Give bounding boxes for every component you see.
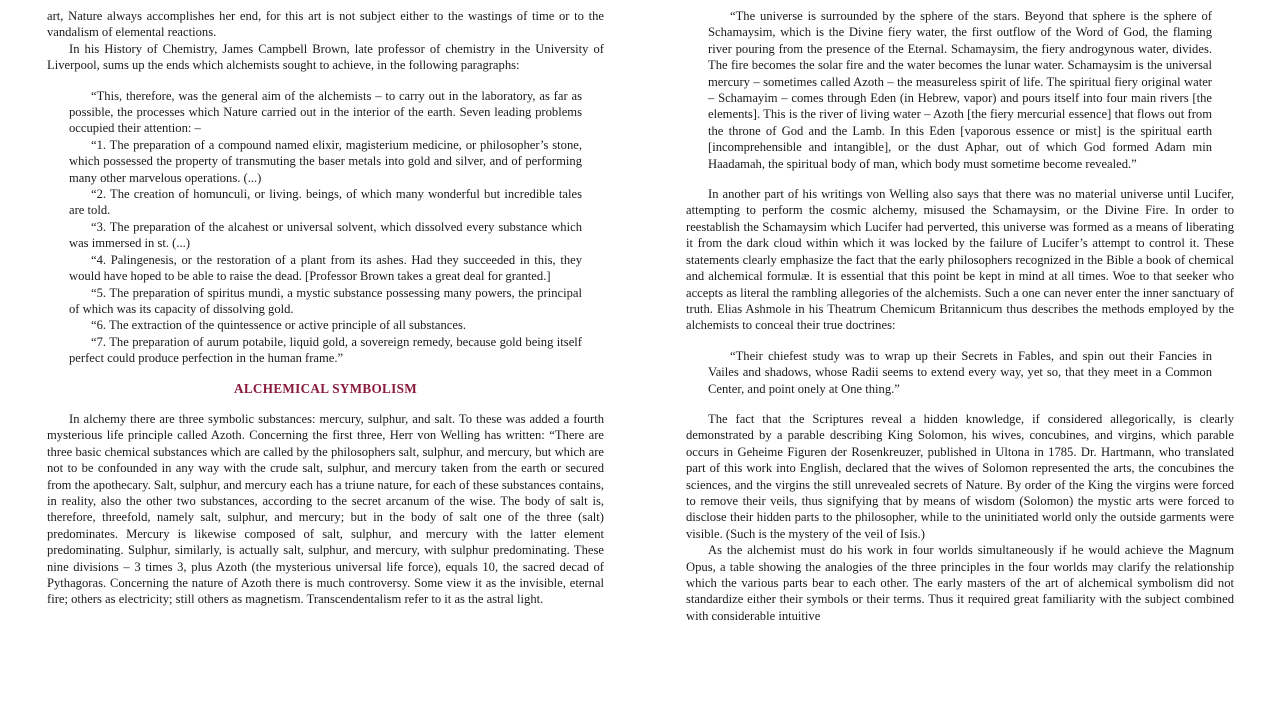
paragraph: In another part of his writings von Welling also says that there was no material universe until Lucifer, attempting to perform the cosmic alchemy, misused the Schamaysim, or the Divine Fire. In order to reestablish the Schamaysim which Lucifer had perverted, this universe was formed as a means of liberating it from the dark cloud within which it was locked by the failure of Lucifer’s attempt to control it. These statements clearly emphasize the fact that the early philosophers recognized in the Bible a book of chemical and alchemical formulæ. It is essential that this point be kept in mind at all times. Woe to that seeker who accepts as literal the rambling allegories of the alchemists. Such a one can never enter the inner sanctuary of truth. Elias Ashmole in his Theatrum Chemicum Britannicum thus describes the methods employed by the alchemists to conceal their true doctrines: <box>686 187 1234 333</box>
quote-item: “4. Palingenesis, or the restoration of a plant from its ashes. Had they succeeded in this, they would have hoped to be able to raise the dead. [Professor Brown takes a great deal for granted.] <box>69 252 582 284</box>
block-quote <box>708 348 1212 397</box>
block-quote <box>708 8 1212 172</box>
quote-item: “5. The preparation of spiritus mundi, a mystic substance possessing many powers, the principal of which was its capacity of dissolving gold. <box>69 285 582 316</box>
quote-item: “2. The creation of homunculi, or living. beings, of which many wonderful but incredible tales are told. <box>69 187 582 218</box>
paragraph: In his History of Chemistry, James Campbell Brown, late professor of chemistry in the University of Liverpool, sums up the ends which alchemists sought to achieve, in the following paragraphs: <box>47 41 604 73</box>
right-page <box>686 8 1234 624</box>
quote-item: “3. The preparation of the alcahest or universal solvent, which dissolved every substance which was immersed in st. (...) <box>69 219 582 251</box>
paragraph: In alchemy there are three symbolic substances: mercury, sulphur, and salt. To these was added a fourth mysterious life principle called Azoth. Concerning the first three, Herr von Welling has written: “There are three basic chemical substances which are called by the philosophers salt, sulphur, and mercury, but which are not to be confounded in any way with the crude salt, sulphur, and mercury taken from the earth or secured from the apothecary. Salt, sulphur, and mercury each has a triune nature, for each of these substances contains, in reality, also the other two substances, according to the secret arcanum of the wise. The body of salt is, therefore, threefold, namely salt, sulphur, and mercury; but in the body of salt one of the three (salt) predominates. Mercury is likewise composed of salt, sulphur, and mercury with the latter element predominating. Sulphur, similarly, is actually salt, sulphur, and mercury, with sulphur predominating. These nine divisions – 3 times 3, plus Azoth (the mysterious universal life force), equals 10, the sacred decad of Pythagoras. Concerning the nature of Azoth there is much controversy. Some view it as the invisible, eternal fire; others as electricity; still others as magnetism. Transcendentalism refer to it as the astral light. <box>47 411 604 607</box>
section-heading: ALCHEMICAL SYMBOLISM <box>234 380 417 396</box>
quote-item: “7. The preparation of aurum potabile, liquid gold, a sovereign remedy, because gold being itself perfect could produce perfection in the human frame.” <box>69 334 582 366</box>
paragraph: As the alchemist must do his work in four worlds simultaneously if he would achieve the Magnum Opus, a table showing the analogies of the three principles in the four worlds may clarify the relationship which the various parts bear to each other. The early masters of the art of alchemical symbolism did not standardize either their symbols or their terms. Thus it required great familiarity with the subject combined with considerable intuitive <box>686 543 1234 623</box>
quote-paragraph: “Their chiefest study was to wrap up their Secrets in Fables, and spin out their Fancies in Vailes and shadows, whose Radii seems to extend every way, yet so, that they meet in a Common Center, and point onely at One thing.” <box>708 348 1212 396</box>
left-page <box>47 8 604 608</box>
quote-item: “6. The extraction of the quintessence or active principle of all substances. <box>91 318 466 333</box>
quote-paragraph: “The universe is surrounded by the sphere of the stars. Beyond that sphere is the sphere of Schamaysim, which is the Divine fiery water, the first outflow of the Word of God, the flaming river pouring from the presence of the Eternal. Schamaysim, the fiery androgynous water, divides. The fire becomes the solar fire and the water becomes the lunar water. Schamaysim is the universal mercury – sometimes called Azoth – the measureless spirit of life. The spiritual fiery original water – Schamayim – comes through Eden (in Hebrew, vapor) and pours itself into four main rivers [the elements]. This is the river of living water – Azoth [the fiery mercurial essence] that flows out from the throne of God and the Lamb. In this Eden [vaporous essence or mist] is the spiritual earth [incomprehensible and intangible], or the dust Aphar, out of which God formed Adam min Haadamah, the spiritual body of man, which body must sometime become revealed.” <box>708 9 1212 171</box>
quote-paragraph: “This, therefore, was the general aim of the alchemists – to carry out in the laboratory, as far as possible, the processes which Nature carried out in the interior of the earth. Seven leading problems occupied their attention: – <box>69 88 582 136</box>
paragraph: art, Nature always accomplishes her end, for this art is not subject either to the wastings of time or to the vandalism of elemental reactions. <box>47 9 604 40</box>
paragraph: The fact that the Scriptures reveal a hidden knowledge, if considered allegorically, is clearly demonstrated by a parable describing King Solomon, his wives, concubines, and virgins, which parable occurs in Geheime Figuren der Rosenkreuzer, published in Ultona in 1785. Dr. Hartmann, who translated part of this work into English, declared that the wives of Solomon represented the arts, the concubines the sciences, and the virgins the still unrevealed secrets of Nature. By order of the King the virgins were forced to remove their veils, thus signifying that by means of wisdom (Solomon) the mystic arts were forced to disclose their hidden parts to the philosopher, while to the uninitiated world only the outside garments were visible. (Such is the mystery of the veil of Isis.) <box>686 411 1234 541</box>
quote-item: “1. The preparation of a compound named elixir, magisterium medicine, or philosopher’s stone, which possessed the property of transmuting the baser metals into gold and silver, and of performing many other marvelous operations. (...) <box>69 137 582 185</box>
block-quote <box>69 88 582 367</box>
